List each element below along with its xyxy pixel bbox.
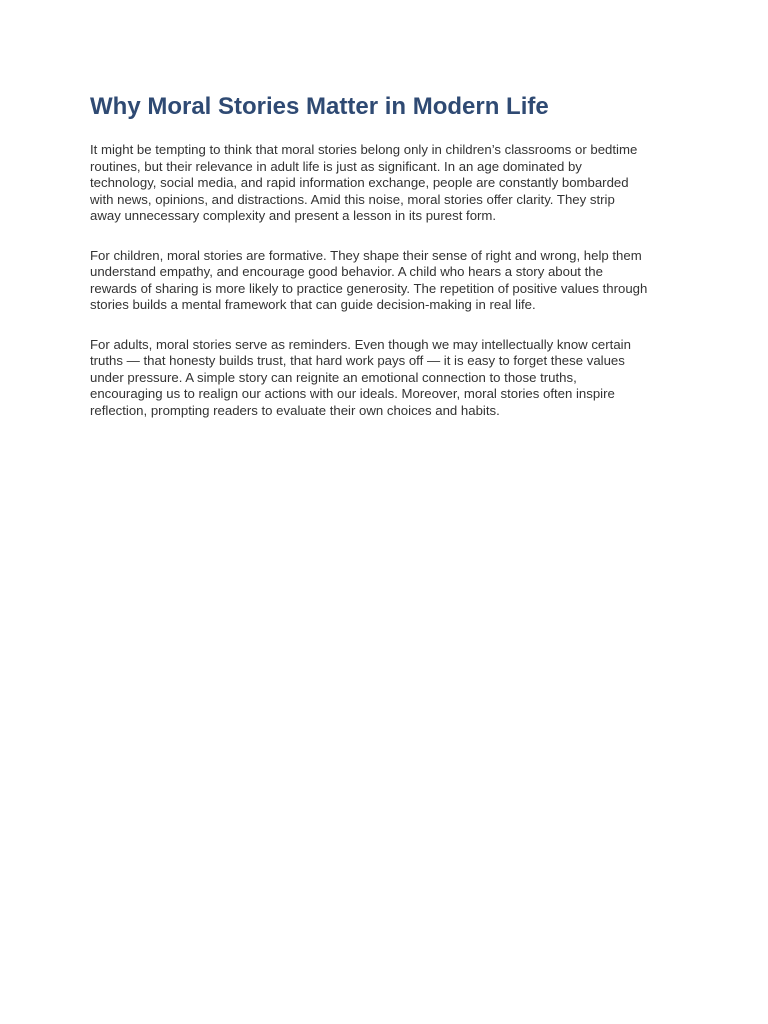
document-content	[90, 92, 682, 442]
paragraph-adults	[90, 337, 682, 420]
paragraph-children	[90, 248, 682, 314]
text-line: reflection, prompting readers to evaluate their own choices and habits.	[90, 402, 500, 418]
text-line: away unnecessary complexity and present a lesson in its purest form.	[90, 208, 497, 223]
text-line: It might be tempting to think that moral stories belong only in children’s classrooms or bedtime	[90, 142, 638, 157]
text-line: with news, opinions, and distractions. Amid this noise, moral stories offer clarity. They strip	[90, 191, 615, 207]
text-line: stories builds a mental framework that can guide decision-making in real life.	[90, 297, 536, 312]
text-line: For adults, moral stories serve as reminders. Even though we may intellectually know certain	[90, 336, 631, 352]
paragraph-intro	[90, 142, 682, 225]
text-line: rewards of sharing is more likely to practice generosity. The repetition of positive values through	[90, 280, 648, 296]
text-line: understand empathy, and encourage good behavior. A child who hears a story about the	[90, 264, 603, 279]
text-line: For children, moral stories are formative. They shape their sense of right and wrong, help them	[90, 247, 642, 263]
text-line: technology, social media, and rapid information exchange, people are constantly bombarded	[90, 175, 629, 190]
text-line: truths — that honesty builds trust, that hard work pays off — it is easy to forget these values	[90, 353, 625, 368]
document-title: Why Moral Stories Matter in Modern Life	[90, 93, 549, 120]
text-line: encouraging us to realign our actions with our ideals. Moreover, moral stories often inspire	[90, 386, 615, 401]
text-line: routines, but their relevance in adult life is just as significant. In an age dominated by	[90, 158, 582, 174]
text-line: under pressure. A simple story can reignite an emotional connection to those truths,	[90, 369, 577, 385]
